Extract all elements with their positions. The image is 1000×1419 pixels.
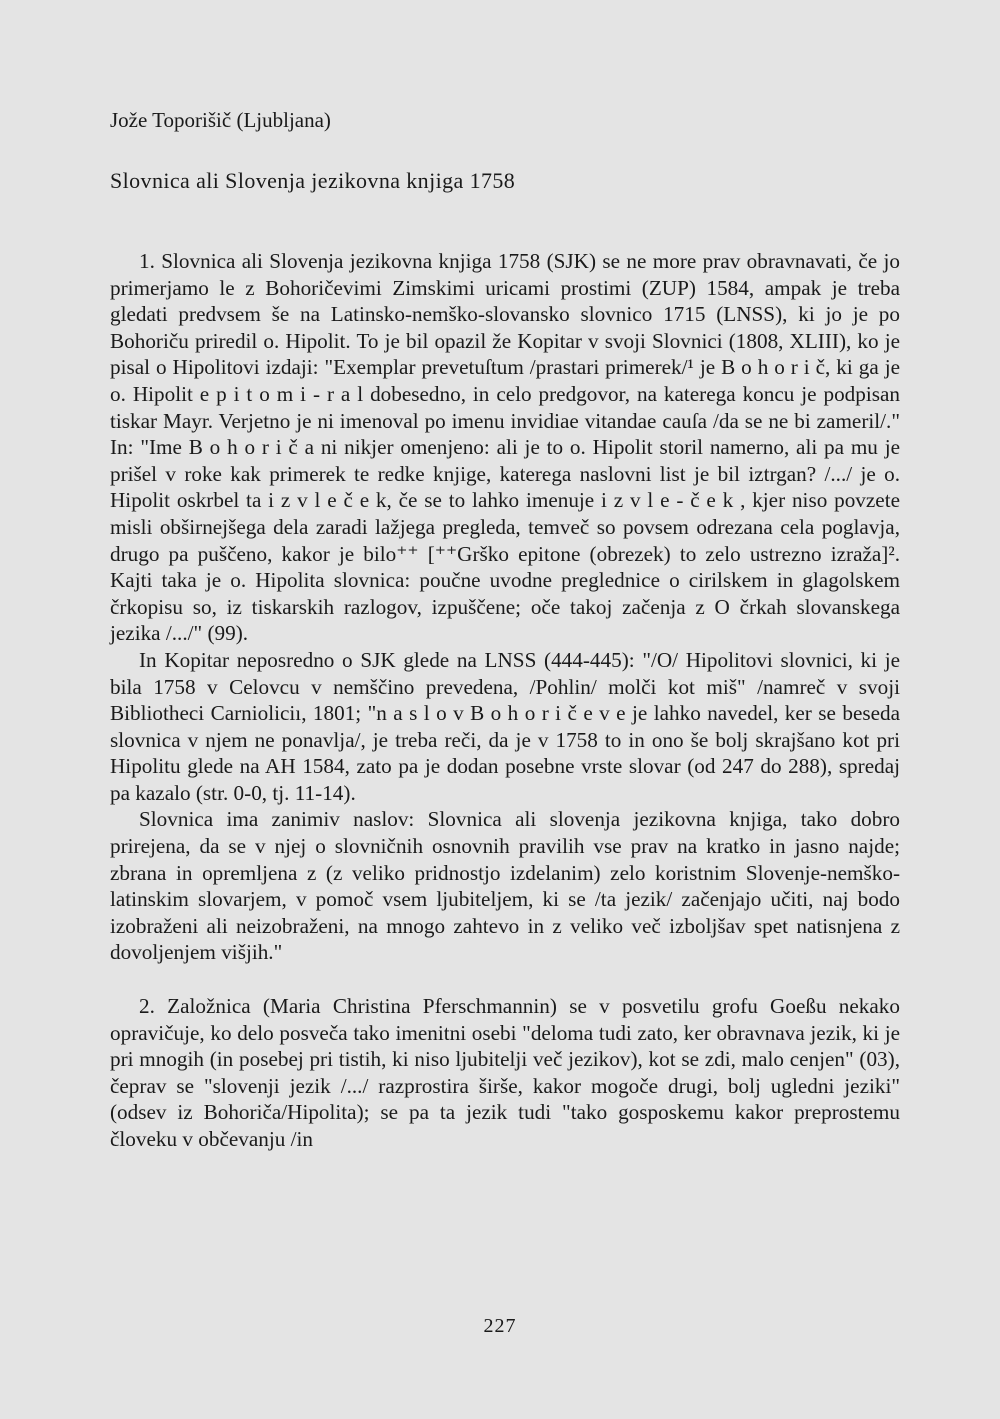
article-title: Slovnica ali Slovenja jezikovna knjiga 1758 [110,168,516,193]
author-line: Jože Toporišič (Ljubljana) [110,108,331,132]
paragraph-2: In Kopitar neposredno o SJK glede na LNSS (444-445): "/O/ Hipolitovi slovnici, ki je bila 1758 v Celovcu v nemščino prevedena, /Pohlin/ molči kot miš" /namreč v svoji Bibliotheci Carnioliciı, 1801; "n a s l o v B o h o r i č e v e je lahko navedel, ker se beseda slovnica v njem ne ponavlja/, je treba reči, da je v 1758 to in ono še bolj skrajšano kot pri Hipolitu glede na AH 1584, zato pa je dodan posebne vrste slovar (od 247 do 288), spredaj pa kazalo (str. 0-0, tj. 11-14). [110,647,900,805]
paragraph-4: 2. Založnica (Maria Christina Pferschmannin) se v posvetilu grofu Goeßu nekako opravičuje, ko delo posveča tako imenitni osebi "deloma tudi zato, ker obravnava jezik, ki je pri mnogih (in posebej pri tistih, ki niso ljubitelji več jezikov), kot se zdi, malo cenjen" (03), čeprav se "slovenji jezik /.../ razprostira širše, kakor mogoče drugi, bolj ugledni jeziki" (odsev iz Bohoriča/Hipolita); se pa ta jezik tudi "tako gosposkemu kakor preprostemu človeku v občevanju /in [110,994,900,1151]
section-gap [110,966,900,993]
paragraph-1: 1. Slovnica ali Slovenja jezikovna knjiga 1758 (SJK) se ne more prav obravnavati, če jo primerjamo le z Bohoričevimi Zimskimi uricami prostimi (ZUP) 1584, ampak je treba gledati predvsem še na Latinsko-nemško-slovansko slovnico 1715 (LNSS), ki jo je po Bohoriču priredil o. Hipolit. To je bil opazil že Kopitar v svoji Slovnici (1808, XLIII), ko je pisal o Hipolitovi izdaji: "Exemplar prevetuſtum /prastari primerek/¹ je B o h o r i č, ki ga je o. Hipolit e p i t o m i - r a l dobesedno, in celo predgovor, na katerega koncu je podpisan tiskar Mayr. Verjetno je ni imenoval po imenu invidiae vitandae cauſa /da se ne bi zameril/." In: "Ime B o h o r i č a ni nikjer omenjeno: ali je to o. Hipolit storil namerno, ali pa mu je prišel v roke kak primerek te redke knjige, katerega naslovni list je bil iztrgan? /.../ je o. Hipolit oskrbel ta i z v l e č e k, če se to lahko imenuje i z v l e - č e k , kjer niso povzete misli obširnejšega dela zaradi lažjega pregleda, temveč so povsem odrezana cela poglavja, drugo pa puščeno, kakor je bilo⁺⁺ [⁺⁺Grško epitone (obrezek) to zelo ustrezno izraža]². Kajti taka je o. Hipolita slovnica: poučne uvodne preglednice o cirilskem in glagolskem črkopisu so, iz tiskarskih razlogov, izpuščene; oče takoj začenja z O črkah slovanskega jezika /.../" (99). [110,249,900,646]
article-body [110,248,900,1153]
page-number: 227 [483,1315,517,1337]
paragraph-3: Slovnica ima zanimiv naslov: Slovnica ali slovenja jezikovna knjiga, tako dobro prirejena, da se v njej o slovničnih osnovnih pravilih vse prav na kratko in jasno najde; zbrana in opremljena z (z veliko pridnostjo izdelanim) zelo koristnim Slovenje-nemško-latinskim slovarjem, v pomoč vsem ljubiteljem, ki se /ta jezik/ začenjajo učiti, naj bodo izobraženi ali neizobraženi, na mnogo zahtevo in z veliko več izboljšav spet natisnjena z dovoljenjem višjih." [110,807,900,965]
